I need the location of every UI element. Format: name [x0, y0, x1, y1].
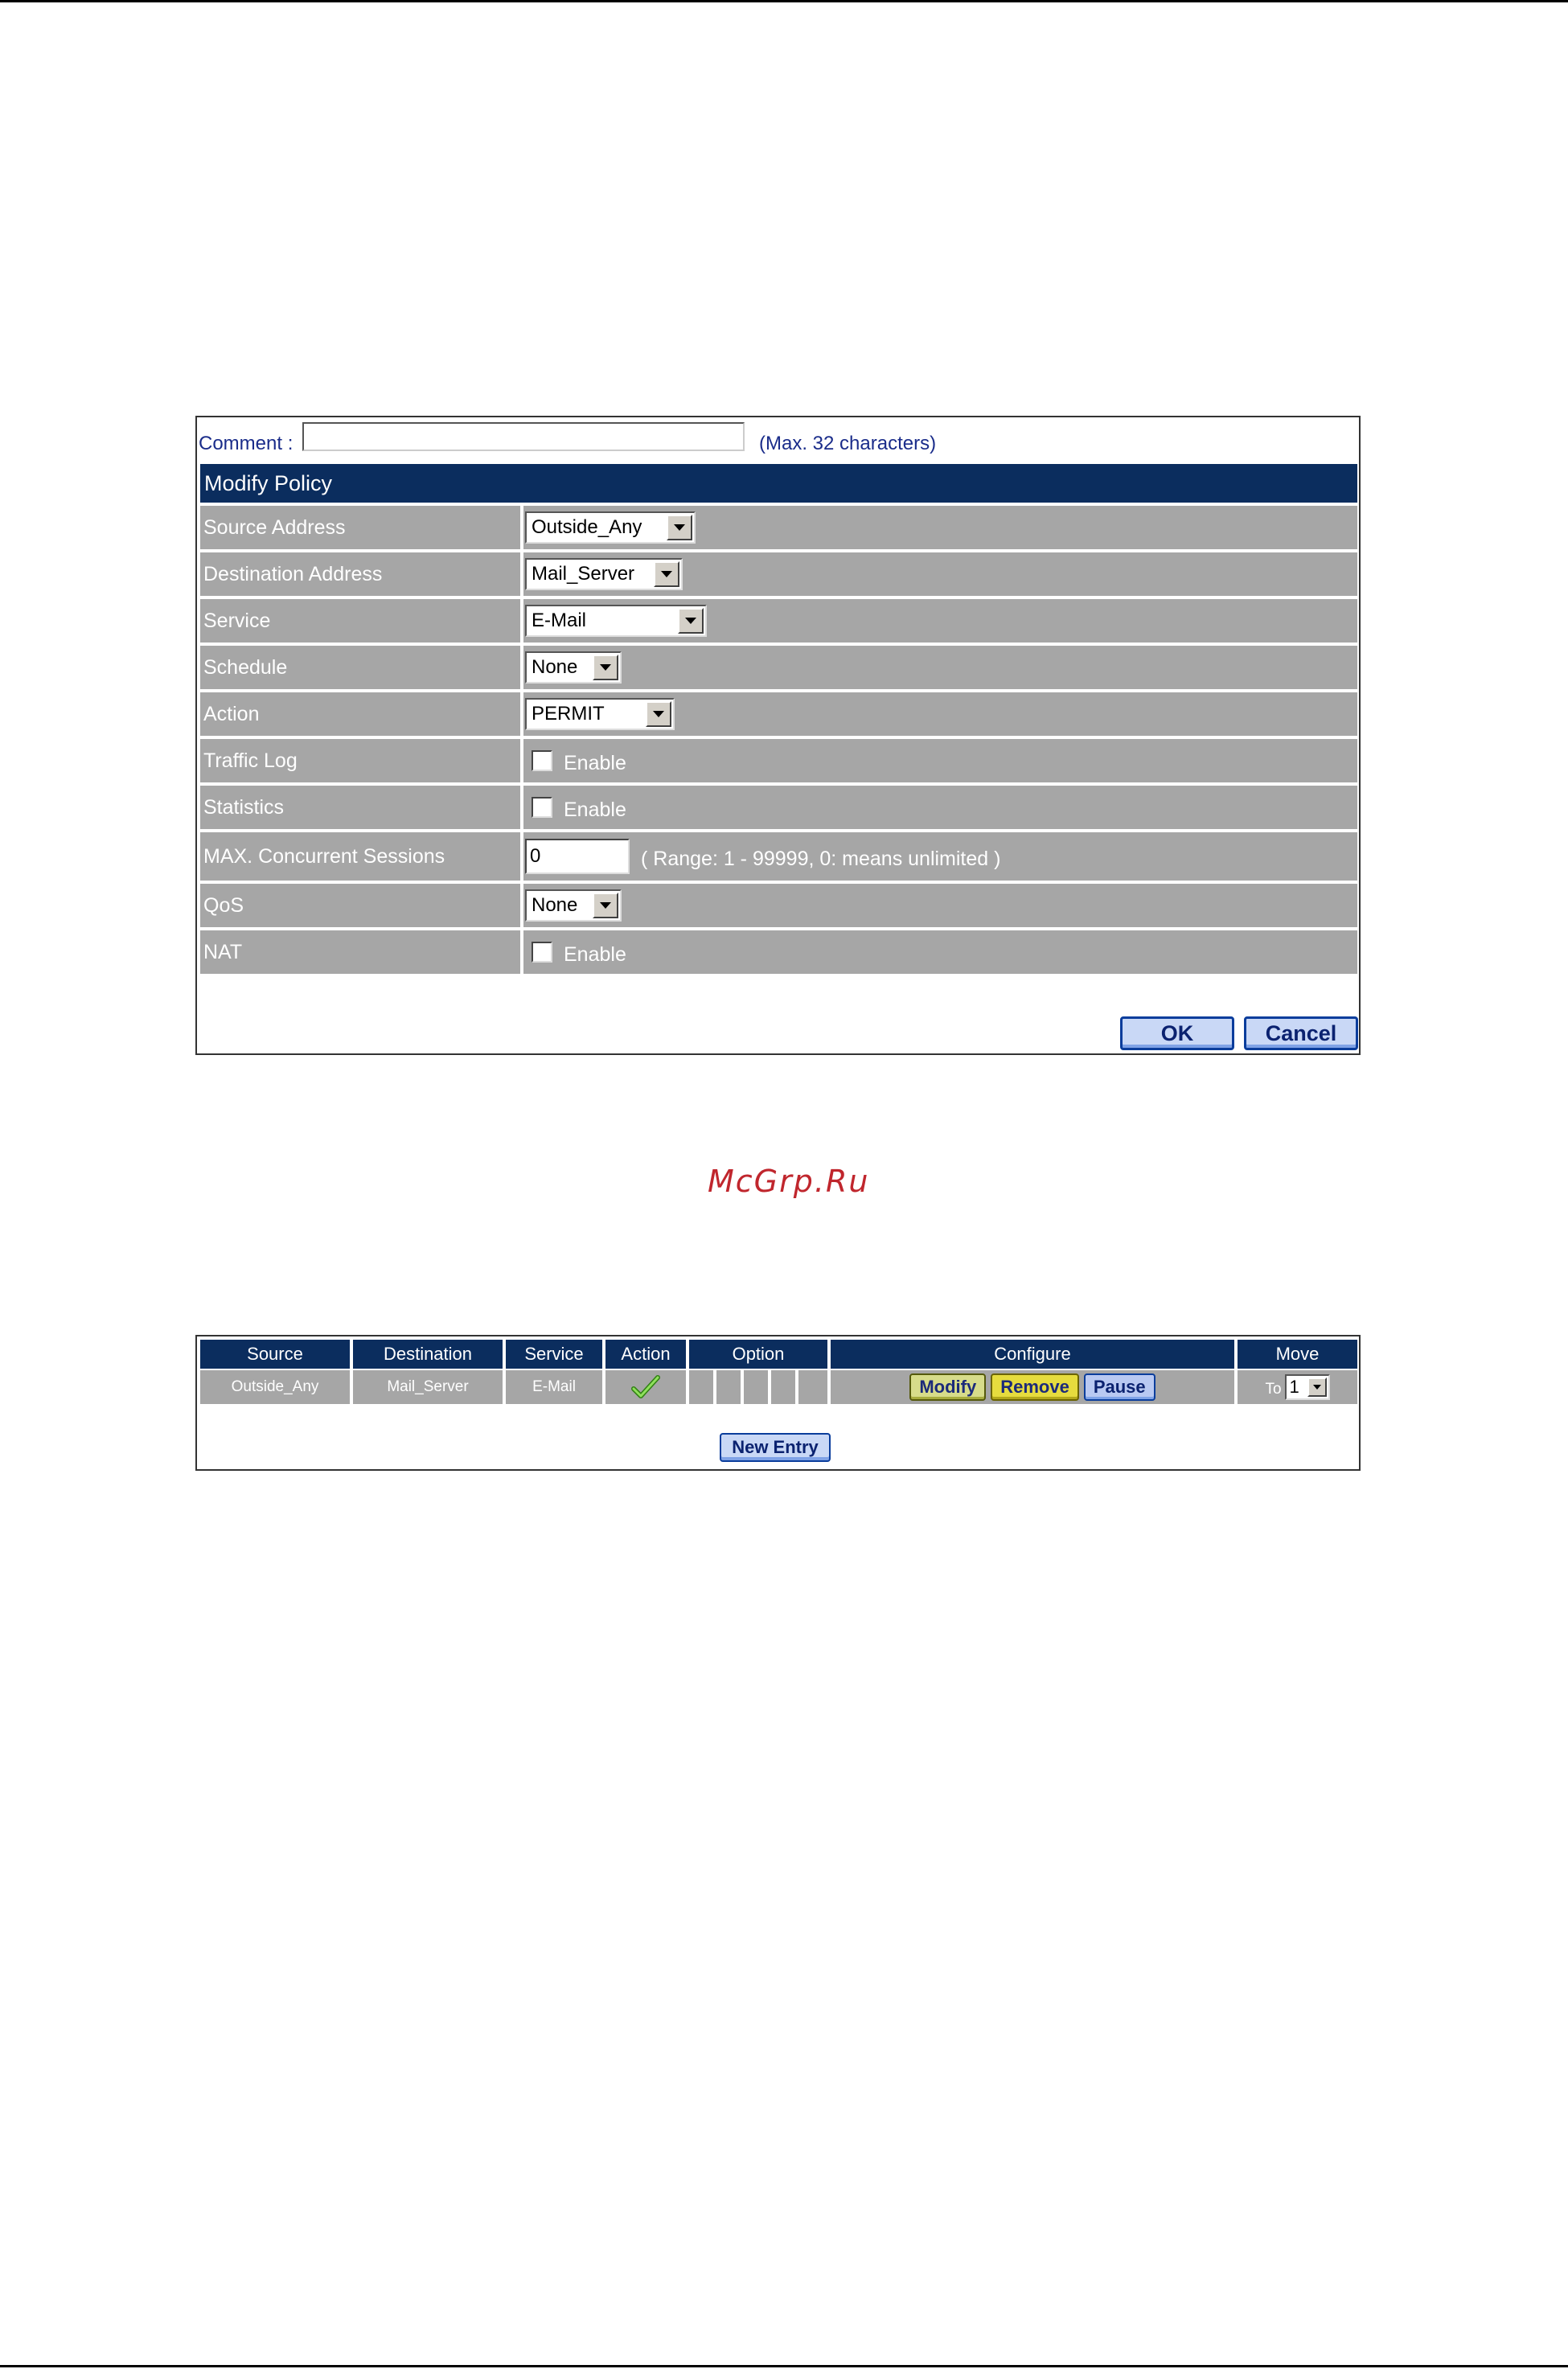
- th-destination: Destination: [353, 1340, 503, 1369]
- nat-label: NAT: [200, 930, 520, 974]
- row-schedule: [200, 646, 1357, 689]
- action-label: Action: [200, 692, 520, 736]
- destination-address-cell: [523, 552, 1357, 596]
- move-select[interactable]: [1285, 1374, 1330, 1400]
- max-sessions-label: MAX. Concurrent Sessions: [200, 832, 520, 881]
- cell-option-2: [716, 1370, 741, 1404]
- top-rule: [0, 0, 1568, 2]
- qos-label: QoS: [200, 884, 520, 927]
- move-value: 1: [1289, 1377, 1299, 1397]
- th-action: Action: [605, 1340, 686, 1369]
- nat-enable-label: Enable: [564, 942, 626, 966]
- action-select[interactable]: [525, 698, 675, 730]
- cell-action: [605, 1370, 686, 1404]
- statistics-checkbox[interactable]: [532, 797, 552, 818]
- remove-button[interactable]: Remove: [991, 1373, 1079, 1401]
- traffic-log-cell: [523, 739, 1357, 782]
- max-sessions-cell: [523, 832, 1357, 881]
- row-destination-address: [200, 552, 1357, 596]
- qos-cell: [523, 884, 1357, 927]
- cell-option-3: [744, 1370, 768, 1404]
- service-value: E-Mail: [532, 610, 587, 631]
- cell-service: E-Mail: [506, 1370, 602, 1404]
- chevron-down-icon[interactable]: [593, 893, 618, 918]
- max-sessions-hint: ( Range: 1 - 99999, 0: means unlimited ): [641, 847, 1001, 870]
- move-to-label: To: [1265, 1381, 1282, 1398]
- destination-address-select[interactable]: [525, 558, 683, 590]
- th-move: Move: [1238, 1340, 1357, 1369]
- row-nat: [200, 930, 1357, 974]
- th-source: Source: [200, 1340, 350, 1369]
- source-address-cell: [523, 506, 1357, 549]
- pause-button[interactable]: Pause: [1084, 1373, 1155, 1401]
- chevron-down-icon[interactable]: [593, 655, 618, 680]
- row-source-address: [200, 506, 1357, 549]
- schedule-cell: [523, 646, 1357, 689]
- nat-checkbox[interactable]: [532, 942, 552, 963]
- new-entry-button[interactable]: New Entry: [720, 1433, 831, 1462]
- comment-hint: (Max. 32 characters): [759, 433, 937, 454]
- row-traffic-log: [200, 739, 1357, 782]
- nat-cell: [523, 930, 1357, 974]
- cell-option-5: [798, 1370, 827, 1404]
- ok-button[interactable]: OK: [1120, 1016, 1234, 1050]
- th-service: Service: [506, 1340, 602, 1369]
- traffic-log-checkbox[interactable]: [532, 750, 552, 771]
- source-address-select[interactable]: [525, 511, 696, 544]
- schedule-value: None: [532, 656, 578, 678]
- row-action: [200, 692, 1357, 736]
- row-statistics: [200, 786, 1357, 829]
- bottom-rule: [0, 2365, 1568, 2367]
- modify-button[interactable]: Modify: [909, 1373, 986, 1401]
- qos-value: None: [532, 894, 578, 916]
- comment-row: [197, 417, 1359, 462]
- qos-select[interactable]: [525, 889, 622, 922]
- comment-label: Comment :: [199, 433, 293, 454]
- service-label: Service: [200, 599, 520, 643]
- cell-source: Outside_Any: [200, 1370, 350, 1404]
- row-qos: [200, 884, 1357, 927]
- statistics-label: Statistics: [200, 786, 520, 829]
- check-icon: [631, 1374, 660, 1400]
- chevron-down-icon[interactable]: [654, 561, 679, 587]
- chevron-down-icon[interactable]: [678, 608, 704, 634]
- statistics-enable-label: Enable: [564, 798, 626, 821]
- form-title: Modify Policy: [200, 464, 1357, 503]
- destination-address-label: Destination Address: [200, 552, 520, 596]
- chevron-down-icon[interactable]: [1307, 1377, 1327, 1397]
- cell-option-4: [771, 1370, 795, 1404]
- cell-option-1: [689, 1370, 713, 1404]
- cell-destination: Mail_Server: [353, 1370, 503, 1404]
- traffic-log-enable-label: Enable: [564, 751, 626, 774]
- source-address-label: Source Address: [200, 506, 520, 549]
- cancel-button[interactable]: Cancel: [1244, 1016, 1358, 1050]
- comment-input[interactable]: [302, 422, 745, 451]
- traffic-log-label: Traffic Log: [200, 739, 520, 782]
- max-sessions-input[interactable]: 0: [525, 839, 630, 874]
- row-service: [200, 599, 1357, 643]
- action-value: PERMIT: [532, 703, 605, 725]
- th-configure: Configure: [831, 1340, 1234, 1369]
- schedule-label: Schedule: [200, 646, 520, 689]
- th-option: Option: [689, 1340, 827, 1369]
- action-cell: [523, 692, 1357, 736]
- cell-move: [1238, 1370, 1357, 1404]
- service-cell: [523, 599, 1357, 643]
- schedule-select[interactable]: [525, 651, 622, 684]
- destination-address-value: Mail_Server: [532, 563, 635, 585]
- row-max-sessions: [200, 832, 1357, 881]
- policy-table-panel: [195, 1335, 1361, 1471]
- watermark-text: McGrp.Ru: [708, 1164, 870, 1199]
- statistics-cell: [523, 786, 1357, 829]
- cell-configure: [831, 1370, 1234, 1404]
- service-select[interactable]: [525, 605, 707, 637]
- chevron-down-icon[interactable]: [667, 515, 692, 540]
- modify-policy-panel: [195, 416, 1361, 1055]
- source-address-value: Outside_Any: [532, 516, 642, 538]
- chevron-down-icon[interactable]: [646, 701, 671, 727]
